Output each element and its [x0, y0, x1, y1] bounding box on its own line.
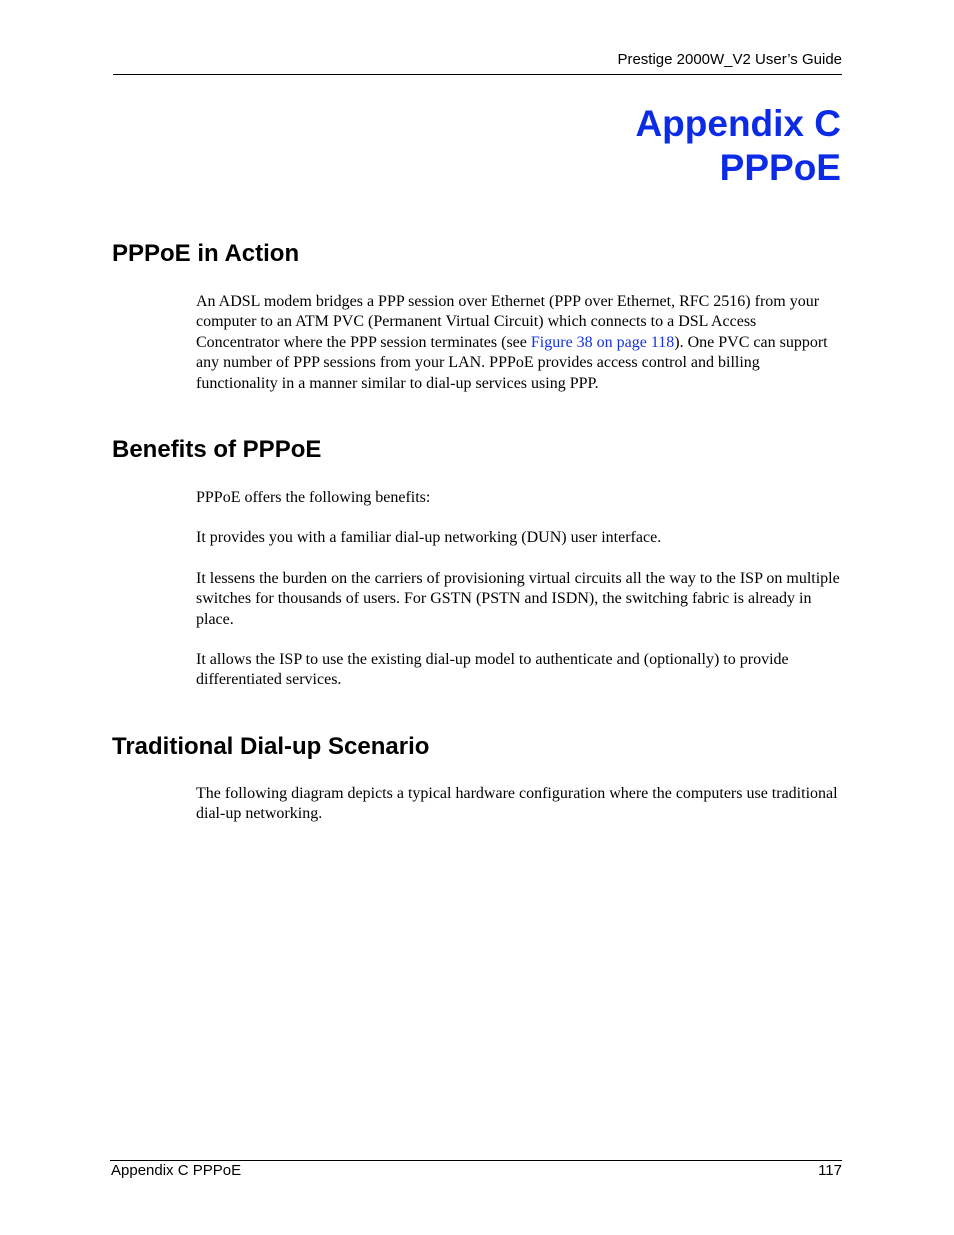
paragraph-benefit-isp: It allows the ISP to use the existing dial-up model to authenticate and (optionally) to provide differentiated services.	[196, 651, 789, 689]
paragraph-text: ). One PVC can support any number of PPP sessions from your LAN. PPPoE provides access control and billing functionality in a manner similar to dial-up services using PPP.	[196, 333, 828, 392]
paragraph-benefit-burden: It lessens the burden on the carriers of provisioning virtual circuits all the way to the ISP on multiple switches for thousands of users. For GSTN (PSTN and ISDN), the switching fabric is already in place.	[196, 570, 840, 628]
header-rule	[113, 74, 842, 75]
page-number: 117	[818, 1162, 842, 1179]
section-heading-traditional-dial-up-scenario: Traditional Dial-up Scenario	[112, 733, 430, 760]
paragraph-dial-up-scenario: The following diagram depicts a typical hardware configuration where the computers use traditional dial-up networking.	[196, 785, 838, 823]
paragraph-benefit-dun: It provides you with a familiar dial-up networking (DUN) user interface.	[196, 529, 662, 546]
figure-38-link[interactable]: Figure 38 on page 118	[530, 333, 675, 351]
page-title	[635, 102, 841, 190]
paragraph-benefits-intro: PPPoE offers the following benefits:	[196, 489, 431, 506]
section-heading-pppoe-in-action: PPPoE in Action	[112, 240, 300, 267]
section-heading-benefits-of-pppoe: Benefits of PPPoE	[112, 436, 322, 463]
page-title-line2: PPPoE	[719, 147, 841, 188]
paragraph-pppoe-in-action	[196, 292, 842, 394]
paragraph-text: An ADSL modem bridges a PPP session over Ethernet (PPP over Ethernet, RFC 2516) from your computer to an ATM PVC (Permanent Virtual Circuit) which connects to a DSL Access Concentrator where the PPP session terminates (see	[196, 293, 820, 351]
footer-chapter-title: Appendix C PPPoE	[111, 1162, 242, 1179]
footer-rule	[110, 1160, 842, 1161]
guide-title: Prestige 2000W_V2 User’s Guide	[617, 51, 842, 68]
page-title-line1: Appendix C	[635, 103, 841, 144]
